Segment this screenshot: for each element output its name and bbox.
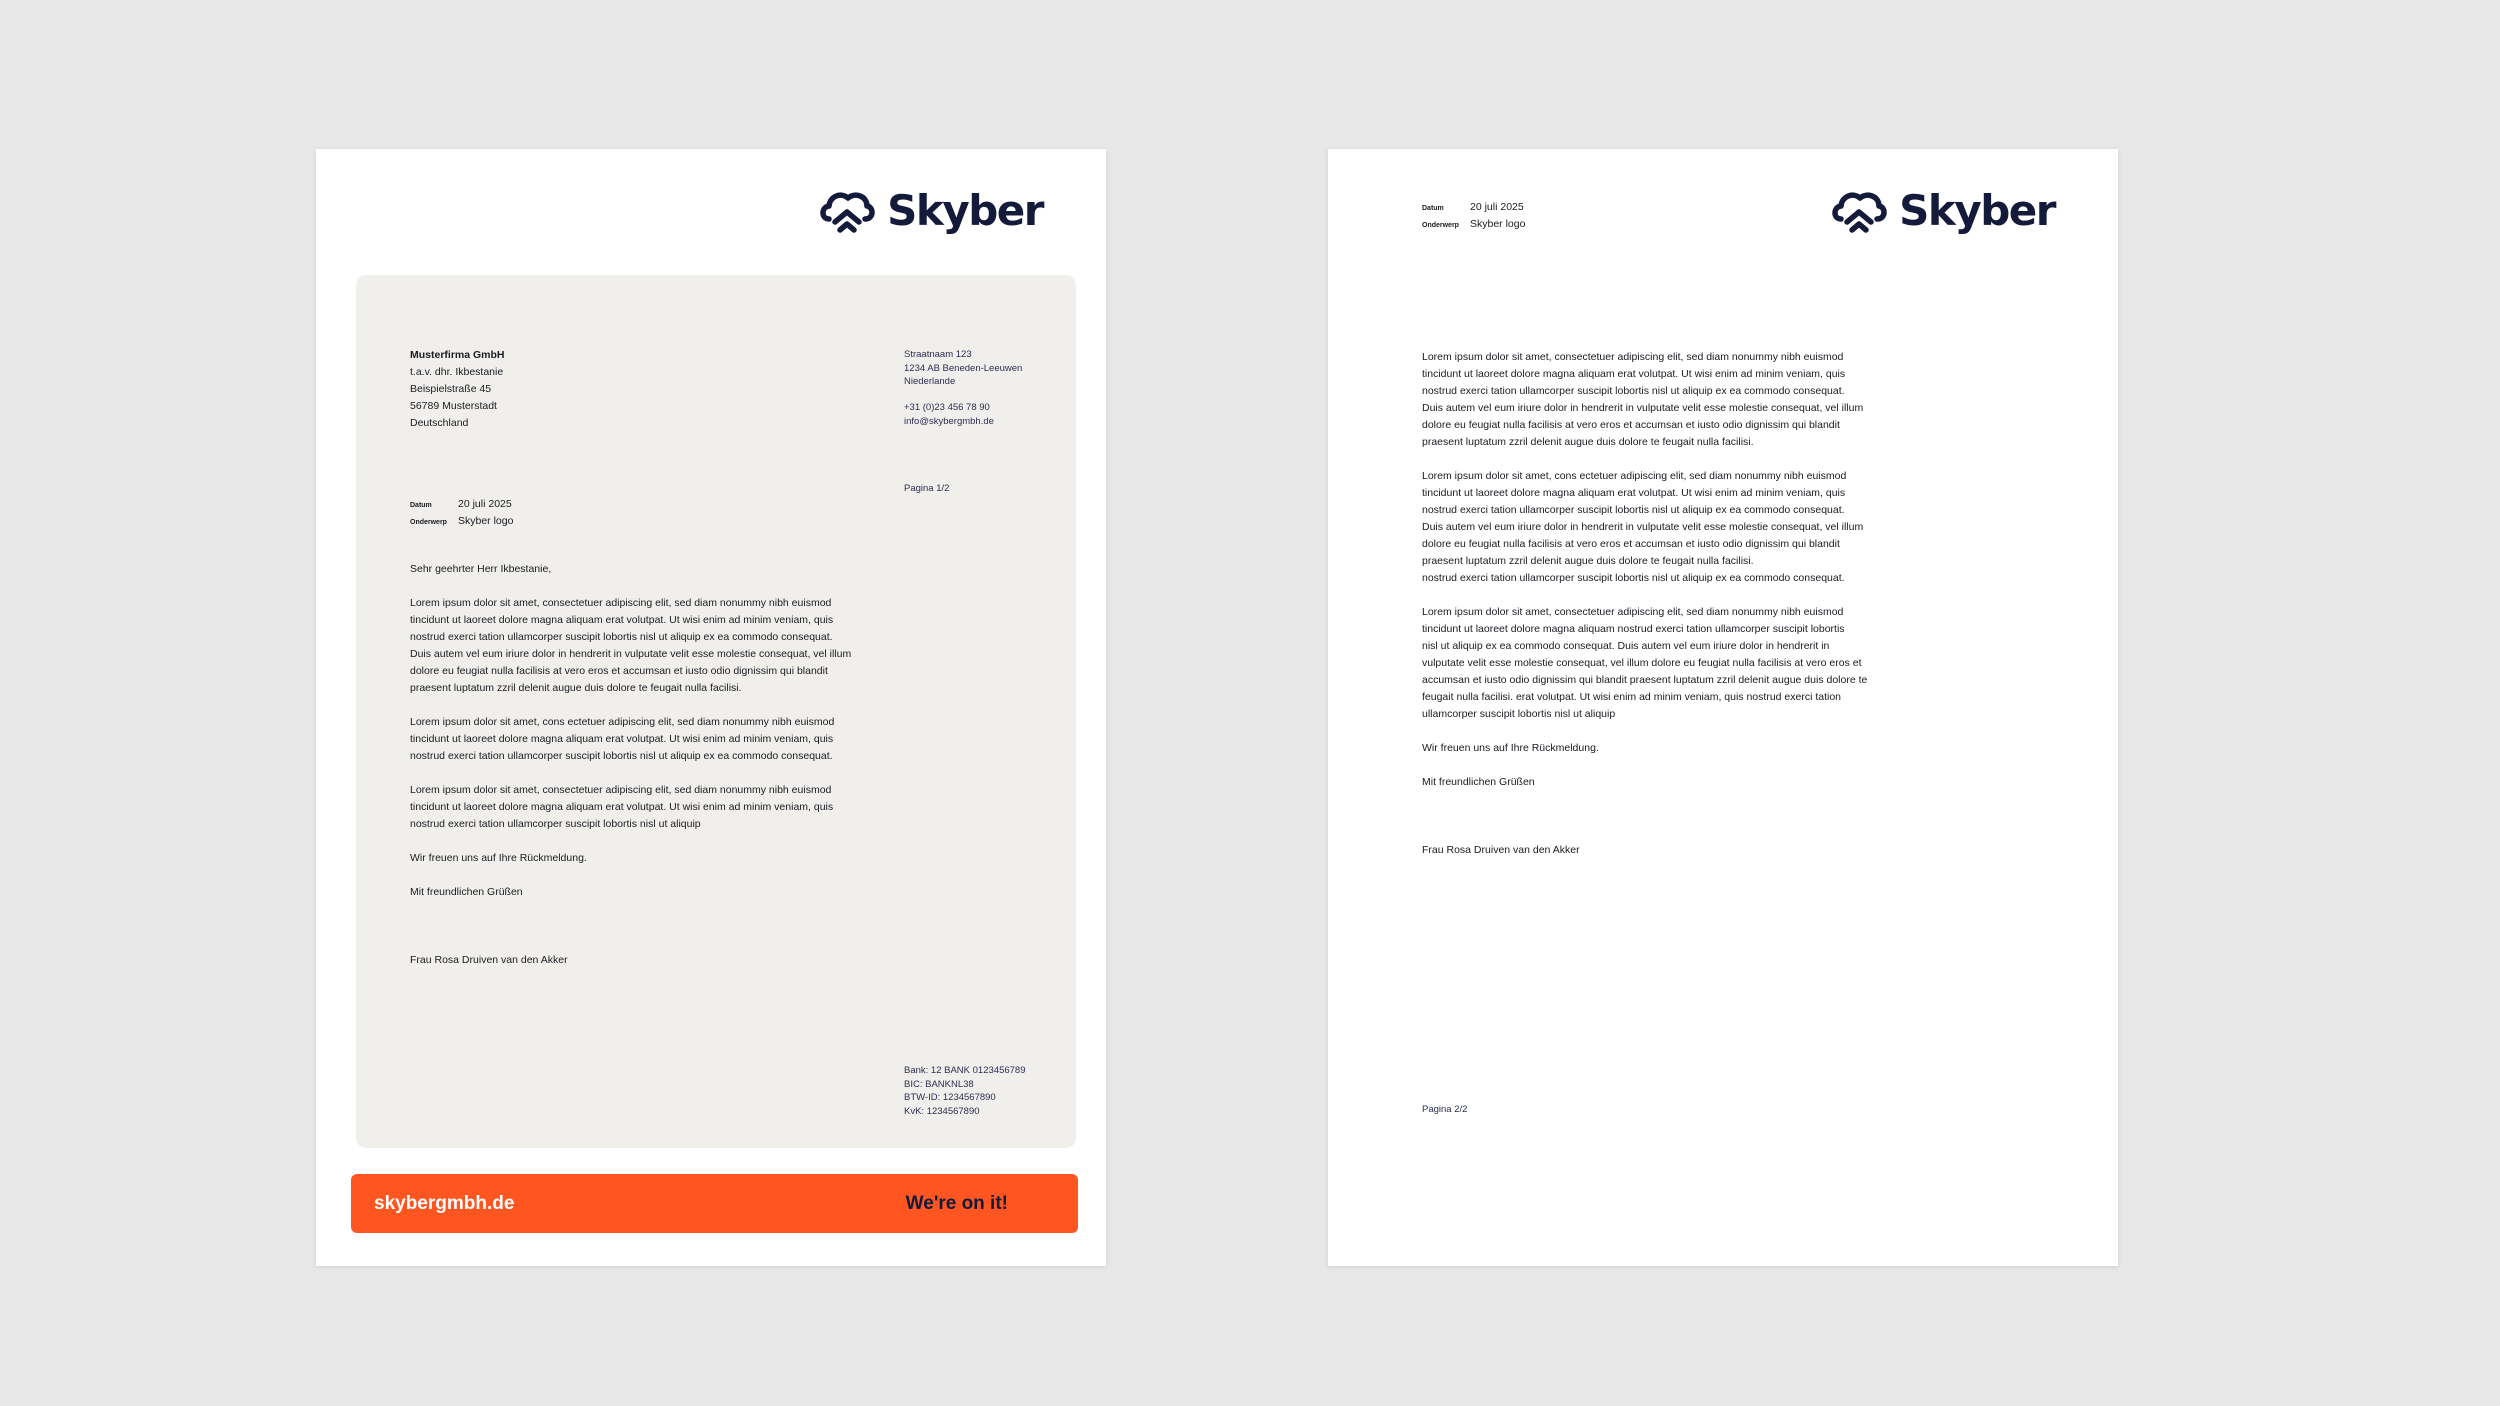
letter-content-panel [356,275,1076,1148]
body-line: nostrud exerci tation ullamcorper suscipit lobortis nisl ut aliquip ex ea commodo consequat. [410,750,833,762]
brand-wordmark: Skyber [1899,186,2055,235]
body-line: dolore eu feugiat nulla facilisis at vero eros et accumsan et iusto odio dignissim qui blandit [1422,538,1840,550]
skyber-logo [1831,186,2055,235]
recipient-address [410,347,505,432]
page-number: Pagina 1/2 [904,483,950,494]
footer-slogan: We're on it! [905,1192,1008,1214]
body-line: Duis autem vel eum iriure dolor in hendrerit in vulputate velit esse molestie consequat, vel illum [410,648,852,660]
body-line: Lorem ipsum dolor sit amet, consectetuer adipiscing elit, sed diam nonummy nibh euismod [410,784,832,796]
letter-page-2 [1328,149,2118,1266]
closing-line: Wir freuen uns auf Ihre Rückmeldung. [410,852,587,864]
body-paragraph [410,782,851,833]
body-line: praesent luptatum zzril delenit augue duis dolore te feugait nulla facilisi. [1422,436,1754,448]
body-paragraph [1422,349,1867,451]
body-line: tincidunt ut laoreet dolore magna aliquam erat volutpat. Ut wisi enim ad minim veniam, quis [410,614,834,626]
sender-address [904,348,1022,389]
body-line: dolore eu feugiat nulla facilisis at vero eros et accumsan et iusto odio dignissim qui blandit [410,665,828,677]
body-line: Lorem ipsum dolor sit amet, cons ectetuer adipiscing elit, sed diam nonummy nibh euismod [1422,470,1847,482]
letter-meta [410,496,513,530]
body-line: tincidunt ut laoreet dolore magna aliquam nostrud exerci tation ullamcorper suscipit lobortis [1422,623,1845,635]
recipient-attention: t.a.v. dhr. Ikbestanie [410,366,504,378]
subject-row [410,513,513,530]
subject-value: Skyber logo [458,515,514,527]
letter-page-1 [316,149,1106,1266]
subject-row [1422,216,1525,233]
date-label: Datum [410,502,432,509]
subject-value: Skyber logo [1470,218,1526,230]
letter-body [1422,349,1867,876]
skyber-cloud-arrow-icon [1831,189,1887,233]
closing-greeting: Mit freundlichen Grüßen [410,886,523,898]
body-line: nostrud exerci tation ullamcorper suscipit lobortis nisl ut aliquip ex ea commodo consequat. [410,631,833,643]
subject-label: Onderwerp [410,519,447,526]
body-line: vulputate velit esse molestie consequat, vel illum dolore eu feugiat nulla facilisis at vero eros et [1422,657,1862,669]
body-line: tincidunt ut laoreet dolore magna aliquam erat volutpat. Ut wisi enim ad minim veniam, quis [1422,368,1846,380]
letter-body [410,561,851,986]
brand-wordmark: Skyber [887,186,1043,235]
body-line: Lorem ipsum dolor sit amet, consectetuer adipiscing elit, sed diam nonummy nibh euismod [1422,351,1844,363]
body-line: Duis autem vel eum iriure dolor in hendrerit in vulputate velit esse molestie consequat, vel illum [1422,521,1864,533]
recipient-company: Musterfirma GmbH [410,349,505,361]
subject-label: Onderwerp [1422,222,1459,229]
recipient-street: Beispielstraße 45 [410,383,492,395]
body-line: accumsan et iusto odio dignissim qui blandit praesent luptatum zzril delenit augue duis dolore te [1422,674,1868,686]
date-value: 20 juli 2025 [458,498,512,510]
recipient-country: Deutschland [410,417,469,429]
body-line: tincidunt ut laoreet dolore magna aliquam erat volutpat. Ut wisi enim ad minim veniam, quis [410,801,834,813]
body-line: praesent luptatum zzril delenit augue duis dolore te feugait nulla facilisi. [410,682,742,694]
recipient-city: 56789 Musterstadt [410,400,497,412]
body-line: ullamcorper suscipit lobortis nisl ut aliquip [1422,708,1616,720]
body-line: Duis autem vel eum iriure dolor in hendrerit in vulputate velit esse molestie consequat, vel illum [1422,402,1864,414]
date-row [410,496,513,513]
date-label: Datum [1422,205,1444,212]
bank-btw-id: BTW-ID: 1234567890 [904,1092,996,1103]
sender-contact [904,401,994,428]
page-number: Pagina 2/2 [1422,1104,1468,1115]
body-line: tincidunt ut laoreet dolore magna aliquam erat volutpat. Ut wisi enim ad minim veniam, quis [410,733,834,745]
sender-phone: +31 (0)23 456 78 90 [904,402,990,413]
body-line: tincidunt ut laoreet dolore magna aliquam erat volutpat. Ut wisi enim ad minim veniam, quis [1422,487,1846,499]
closing-greeting: Mit freundlichen Grüßen [1422,776,1535,788]
footer-bar [351,1174,1078,1233]
body-line: Lorem ipsum dolor sit amet, cons ectetuer adipiscing elit, sed diam nonummy nibh euismod [410,716,835,728]
salutation: Sehr geehrter Herr Ikbestanie, [410,563,552,575]
signature-name: Frau Rosa Druiven van den Akker [1422,844,1580,856]
closing-line: Wir freuen uns auf Ihre Rückmeldung. [1422,742,1599,754]
date-value: 20 juli 2025 [1470,201,1524,213]
body-line: nostrud exerci tation ullamcorper suscipit lobortis nisl ut aliquip ex ea commodo consequat. [1422,385,1845,397]
body-line: dolore eu feugiat nulla facilisis at vero eros et accumsan et iusto odio dignissim qui blandit [1422,419,1840,431]
body-paragraph [1422,468,1867,587]
signature-name: Frau Rosa Druiven van den Akker [410,954,568,966]
sender-country: Niederlande [904,376,956,387]
body-line: feugait nulla facilisi. erat volutpat. Ut wisi enim ad minim veniam, quis nostrud exerci tation [1422,691,1842,703]
bank-kvk: KvK: 1234567890 [904,1105,980,1117]
body-line: Lorem ipsum dolor sit amet, consectetuer adipiscing elit, sed diam nonummy nibh euismod [1422,606,1844,618]
bank-account: Bank: 12 BANK 0123456789 [904,1065,1026,1076]
body-line: praesent luptatum zzril delenit augue duis dolore te feugait nulla facilisi. [1422,555,1754,567]
body-line: nostrud exerci tation ullamcorper suscipit lobortis nisl ut aliquip ex ea commodo consequat. [1422,504,1845,516]
skyber-logo [819,186,1043,235]
body-line: nisl ut aliquip ex ea commodo consequat. Duis autem vel eum iriure dolor in hendrerit in [1422,640,1830,652]
body-line: nostrud exerci tation ullamcorper suscipit lobortis nisl ut aliquip ex ea commodo consequat. [1422,572,1845,584]
body-paragraph [1422,604,1867,723]
sender-street: Straatnaam 123 [904,349,972,360]
bank-details [904,1064,1025,1118]
body-paragraph [410,595,851,697]
footer-url[interactable]: skybergmbh.de [374,1192,515,1214]
body-paragraph [410,714,851,765]
skyber-cloud-arrow-icon [819,189,875,233]
letter-meta [1422,199,1525,233]
bank-bic: BIC: BANKNL38 [904,1078,974,1090]
sender-email: info@skybergmbh.de [904,415,994,427]
body-line: Lorem ipsum dolor sit amet, consectetuer adipiscing elit, sed diam nonummy nibh euismod [410,597,832,609]
sender-postcode: 1234 AB Beneden-Leeuwen [904,362,1023,374]
date-row [1422,199,1525,216]
body-line: nostrud exerci tation ullamcorper suscipit lobortis nisl ut aliquip [410,818,701,830]
